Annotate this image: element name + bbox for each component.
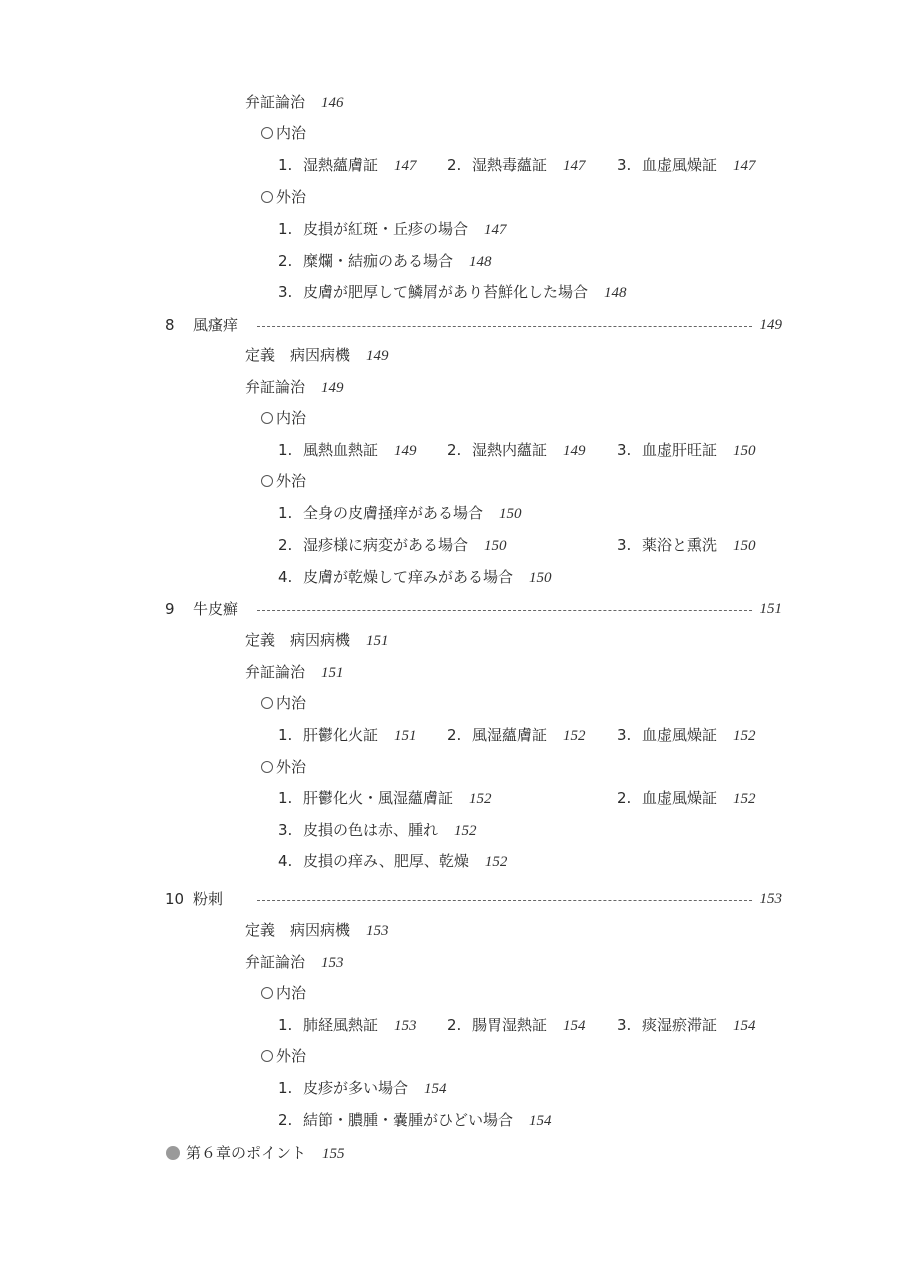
item-page: 148	[469, 254, 492, 270]
item-page: 154	[529, 1113, 552, 1129]
toc-item[interactable]	[617, 1015, 756, 1036]
item-page: 152	[469, 791, 492, 807]
toc-item[interactable]	[447, 155, 586, 176]
toc-item[interactable]	[278, 1078, 447, 1099]
teigi-entry	[0, 630, 900, 650]
naiji-label: 内治	[276, 124, 307, 142]
item-page: 150	[733, 443, 756, 459]
item-text: 肝鬱化火・風湿蘊膚証	[303, 789, 454, 807]
item-number: 3.	[278, 821, 293, 839]
toc-item[interactable]	[617, 155, 756, 176]
bensho-entry-page: 153	[321, 955, 344, 971]
toc-item[interactable]	[278, 725, 417, 746]
item-number: 2.	[447, 726, 462, 744]
item-page: 147	[563, 158, 586, 174]
section-heading	[0, 889, 900, 909]
section-number: 9	[165, 600, 175, 618]
item-number: 1.	[278, 220, 293, 238]
circle-icon	[261, 191, 273, 203]
item-row	[0, 251, 900, 271]
toc-item[interactable]	[278, 851, 507, 872]
toc-item[interactable]	[447, 1015, 586, 1036]
toc-item[interactable]	[617, 535, 756, 556]
toc-item[interactable]	[278, 567, 552, 588]
naiji-heading	[261, 408, 306, 428]
item-page: 150	[529, 570, 552, 586]
toc-item[interactable]	[278, 251, 492, 272]
toc-item[interactable]	[278, 535, 507, 556]
circle-icon	[261, 412, 273, 424]
item-page: 154	[563, 1018, 586, 1034]
item-page: 154	[733, 1018, 756, 1034]
item-page: 147	[484, 222, 507, 238]
toc-item[interactable]	[617, 725, 756, 746]
toc-item[interactable]	[278, 820, 477, 841]
naiji-label: 内治	[276, 984, 307, 1002]
item-page: 148	[604, 285, 627, 301]
bensho-entry-label: 弁証論治	[245, 93, 306, 111]
section-heading	[0, 315, 900, 335]
item-page: 152	[733, 791, 756, 807]
bensho-entry-link[interactable]	[245, 662, 344, 683]
bensho-entry-link[interactable]	[245, 377, 344, 398]
toc-item[interactable]	[278, 1110, 552, 1131]
teigi-entry	[0, 345, 900, 365]
item-number: 1.	[278, 726, 293, 744]
teigi-entry	[0, 920, 900, 940]
bensho-entry-label: 弁証論治	[245, 953, 306, 971]
item-row	[0, 155, 900, 175]
item-row	[0, 820, 900, 840]
item-row	[0, 1015, 900, 1035]
item-page: 152	[563, 728, 586, 744]
item-text: 肝鬱化火証	[303, 726, 379, 744]
item-text: 血虚風燥証	[642, 726, 718, 744]
naiji-heading	[261, 983, 306, 1003]
item-row	[0, 567, 900, 587]
naiji-heading	[261, 693, 306, 713]
item-row	[0, 219, 900, 239]
item-number: 4.	[278, 568, 293, 586]
section-page: 149	[759, 317, 782, 333]
bensho-entry-link[interactable]	[245, 92, 344, 113]
item-number: 3.	[617, 156, 632, 174]
item-page: 149	[394, 443, 417, 459]
item-row	[0, 788, 900, 808]
item-text: 血虚風燥証	[642, 156, 718, 174]
item-text: 皮膚が肥厚して鱗屑があり苔鮮化した場合	[303, 283, 589, 301]
section-page: 151	[759, 601, 782, 617]
naiji-heading	[261, 123, 306, 143]
item-row	[0, 851, 900, 871]
toc-item[interactable]	[278, 1015, 417, 1036]
item-text: 皮膚が乾燥して痒みがある場合	[303, 568, 514, 586]
naiji	[0, 123, 900, 143]
circle-icon	[261, 127, 273, 139]
item-page: 147	[394, 158, 417, 174]
item-row	[0, 1078, 900, 1098]
section-title[interactable]: 風瘙痒	[193, 316, 239, 334]
toc-item[interactable]	[278, 440, 417, 461]
gaiji-heading	[261, 471, 306, 491]
naiji	[0, 408, 900, 428]
item-number: 2.	[447, 156, 462, 174]
item-row	[0, 503, 900, 523]
gaiji-heading	[261, 187, 306, 207]
teigi-entry-page: 151	[366, 633, 389, 649]
circle-icon	[261, 697, 273, 709]
toc-item[interactable]	[278, 503, 522, 524]
item-number: 3.	[617, 536, 632, 554]
item-number: 1.	[278, 156, 293, 174]
item-text: 全身の皮膚掻痒がある場合	[303, 504, 484, 522]
toc-item[interactable]	[447, 440, 586, 461]
bensho-entry-link[interactable]	[245, 952, 344, 973]
circle-icon	[261, 987, 273, 999]
item-number: 4.	[278, 852, 293, 870]
bensho-entry-label: 弁証論治	[245, 378, 306, 396]
item-text: 湿疹様に病変がある場合	[303, 536, 469, 554]
gaiji	[0, 187, 900, 207]
toc-item[interactable]	[278, 155, 417, 176]
circle-icon	[261, 1050, 273, 1062]
chapter-point-link[interactable]	[166, 1143, 345, 1164]
item-row	[0, 535, 900, 555]
toc-item[interactable]	[617, 788, 756, 809]
item-number: 2.	[617, 789, 632, 807]
item-text: 薬浴と熏洗	[642, 536, 718, 554]
item-text: 湿熱内蘊証	[472, 441, 548, 459]
item-row	[0, 282, 900, 302]
item-page: 150	[733, 538, 756, 554]
teigi-entry-label: 定義 病因病機	[245, 921, 351, 939]
item-text: 風熱血熱証	[303, 441, 379, 459]
item-number: 1.	[278, 789, 293, 807]
naiji-label: 内治	[276, 409, 307, 427]
item-text: 皮損の色は赤、腫れ	[303, 821, 439, 839]
item-text: 皮損が紅斑・丘疹の場合	[303, 220, 469, 238]
section-number: 8	[165, 316, 175, 334]
chapter-point-page: 155	[322, 1146, 345, 1162]
section-title[interactable]: 牛皮癬	[193, 600, 239, 618]
gaiji-label: 外治	[276, 758, 307, 776]
item-number: 1.	[278, 1016, 293, 1034]
item-number: 2.	[447, 441, 462, 459]
toc-item[interactable]	[447, 725, 586, 746]
item-page: 147	[733, 158, 756, 174]
teigi-entry-page: 149	[366, 348, 389, 364]
item-number: 2.	[278, 1111, 293, 1129]
circle-icon	[261, 761, 273, 773]
section-page: 153	[759, 891, 782, 907]
item-page: 154	[424, 1081, 447, 1097]
item-row	[0, 1110, 900, 1130]
item-text: 血虚肝旺証	[642, 441, 718, 459]
bensho-entry	[0, 662, 900, 682]
item-number: 2.	[278, 252, 293, 270]
dotted-leader	[257, 326, 752, 327]
naiji-label: 内治	[276, 694, 307, 712]
teigi-entry-page: 153	[366, 923, 389, 939]
item-text: 湿熱蘊膚証	[303, 156, 379, 174]
item-text: 風湿蘊膚証	[472, 726, 548, 744]
toc-item[interactable]	[617, 440, 756, 461]
item-page: 152	[484, 854, 508, 870]
toc-item[interactable]	[278, 219, 507, 240]
item-text: 湿熱毒蘊証	[472, 156, 548, 174]
section-number: 10	[165, 890, 185, 908]
item-page: 149	[563, 443, 586, 459]
bensho-entry-page: 151	[321, 665, 344, 681]
gaiji	[0, 757, 900, 777]
teigi-entry-label: 定義 病因病機	[245, 631, 351, 649]
item-page: 153	[394, 1018, 417, 1034]
item-number: 3.	[617, 726, 632, 744]
gaiji	[0, 1046, 900, 1066]
section-heading	[0, 599, 900, 619]
item-number: 1.	[278, 441, 293, 459]
bensho-entry-page: 149	[321, 380, 344, 396]
item-row	[0, 440, 900, 460]
toc-item[interactable]	[278, 282, 627, 303]
teigi-entry-label: 定義 病因病機	[245, 346, 351, 364]
teigi-entry-link[interactable]	[245, 920, 389, 941]
bensho-entry	[0, 92, 900, 112]
item-page: 150	[499, 506, 522, 522]
gaiji-heading	[261, 757, 306, 777]
naiji	[0, 693, 900, 713]
item-text: 肺経風熱証	[303, 1016, 379, 1034]
section-title[interactable]: 粉刺	[193, 890, 224, 908]
dotted-leader	[257, 900, 752, 901]
bullet-dot-icon	[166, 1146, 180, 1160]
teigi-entry-link[interactable]	[245, 630, 389, 651]
item-page: 152	[454, 823, 477, 839]
toc-item[interactable]	[278, 788, 492, 809]
item-number: 2.	[447, 1016, 462, 1034]
item-row	[0, 725, 900, 745]
gaiji-label: 外治	[276, 188, 307, 206]
gaiji-label: 外治	[276, 472, 307, 490]
item-page: 150	[484, 538, 507, 554]
item-number: 1.	[278, 1079, 293, 1097]
gaiji-heading	[261, 1046, 306, 1066]
item-number: 2.	[278, 536, 293, 554]
teigi-entry-link[interactable]	[245, 345, 389, 366]
gaiji-label: 外治	[276, 1047, 307, 1065]
item-number: 3.	[278, 283, 293, 301]
bensho-entry-label: 弁証論治	[245, 663, 306, 681]
naiji	[0, 983, 900, 1003]
item-text: 血虚風燥証	[642, 789, 718, 807]
item-number: 1.	[278, 504, 293, 522]
item-page: 151	[394, 728, 417, 744]
chapter-point	[0, 1143, 900, 1163]
gaiji	[0, 471, 900, 491]
bensho-entry-page: 146	[321, 95, 344, 111]
item-text: 皮疹が多い場合	[303, 1079, 409, 1097]
item-text: 皮損の痒み、肥厚、乾燥	[303, 852, 469, 870]
item-text: 結節・膿腫・嚢腫がひどい場合	[303, 1111, 514, 1129]
item-number: 3.	[617, 441, 632, 459]
dotted-leader	[257, 610, 752, 611]
bensho-entry	[0, 952, 900, 972]
item-number: 3.	[617, 1016, 632, 1034]
circle-icon	[261, 475, 273, 487]
chapter-point-label: 第６章のポイント	[186, 1144, 307, 1162]
item-text: 糜爛・結痂のある場合	[303, 252, 454, 270]
item-text: 痰湿瘀滞証	[642, 1016, 718, 1034]
item-text: 腸胃湿熱証	[472, 1016, 548, 1034]
item-page: 152	[733, 728, 756, 744]
bensho-entry	[0, 377, 900, 397]
